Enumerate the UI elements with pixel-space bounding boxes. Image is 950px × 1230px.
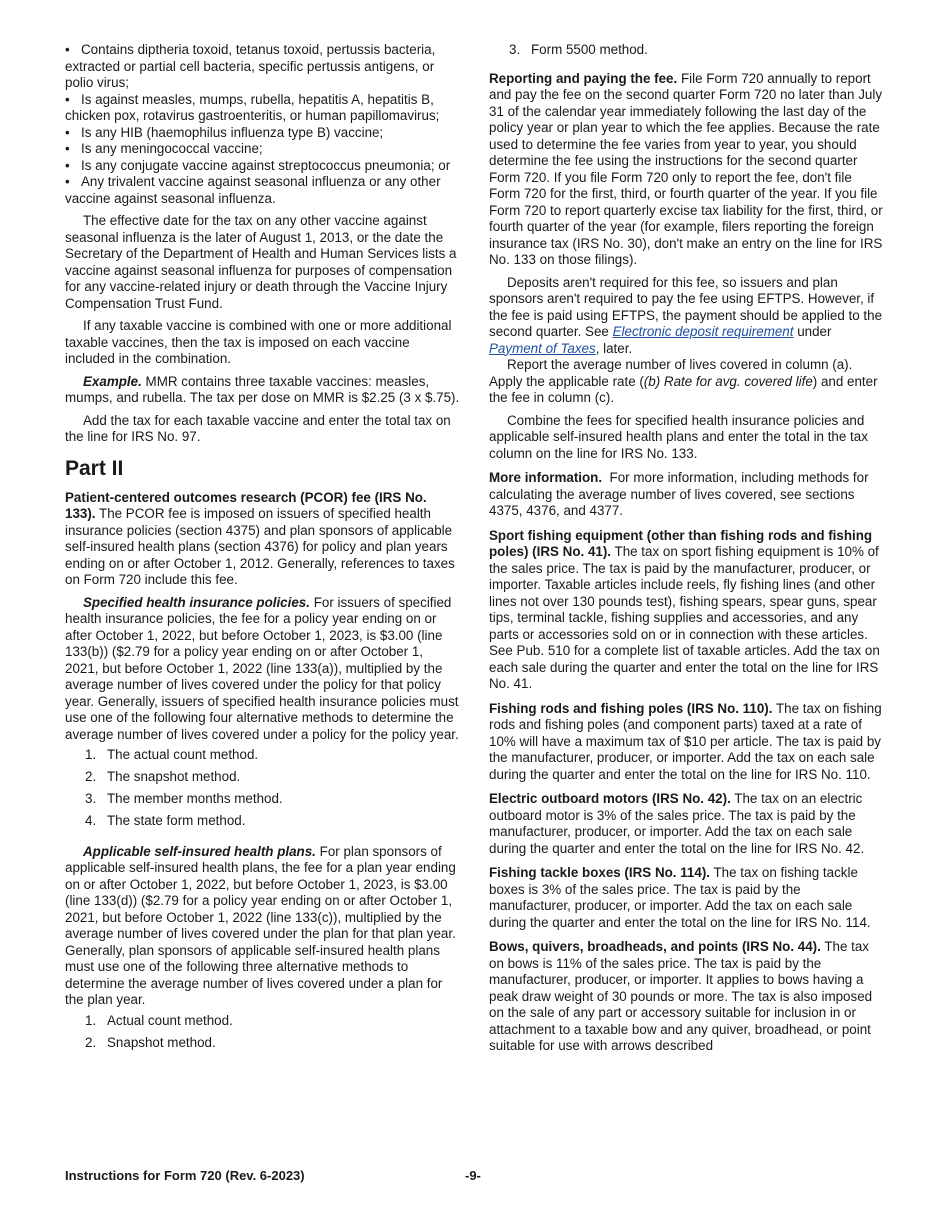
tackle-boxes-paragraph: Fishing tackle boxes (IRS No. 114). The tax on fishing tackle boxes is 3% of the sales price. The tax is paid by the manufacturer, producer, or importer. Add the tax on each sale during the quarter and enter the total on the line for IRS No. 114. xyxy=(489,865,871,930)
reporting-text: File Form 720 annually to report and pay the fee on the second quarter Form 720 no later than July 31 of the calendar year immediately following the last day of the policy year or plan year to which the fee applies. Because the rate used to determine the fee varies from year to year, you should determine the fee using the instructions for the second quarter Form 720. If you file Form 720 only to report the fee, don't file Form 720 for the first, third, or fourth quarter of the year. If you file Form 720 to report quarterly excise tax liability for the first, third, or fourth quarter of the year (for example, filers reporting the foreign insurance tax (IRS No. 30), don't make an entry on the line for IRS No. 133 on those filings). xyxy=(489,70,883,267)
sport-fishing-paragraph: Sport fishing equipment (other than fishing rods and fishing poles) (IRS No. 41). The tax on sport fishing equipment is 10% of the sales price. The tax is paid by the manufacturer, producer, or importer. Taxable articles include reels, fly fishing lines (and other lines not over 130 pounds test), fishing spears, spear guns, spear tips, terminal tackle, fishing supplies and accessories, and any parts or accessories sold on or in connection with these articles. See Pub. 510 for a complete list of taxable articles. Add the tax on each sale during the quarter and enter the total on the line for IRS No. 41. xyxy=(489,527,880,691)
combined-vaccine-paragraph: If any taxable vaccine is combined with one or more additional taxable vaccines, then the tax is imposed on each vaccine included in the combination. xyxy=(65,318,452,366)
bullet-icon: • xyxy=(65,174,70,189)
list-item: 3. The member months method. xyxy=(85,791,283,806)
list-item: 2. Snapshot method. xyxy=(85,1034,216,1050)
deposits-paragraph: Deposits aren't required for this fee, so issuers and plan sponsors aren't required to pay the fee using EFTPS. However, if the fee is paid using EFTPS, the payment should be applied to the second quarter. See Electronic deposit requirement under Payment of Taxes, later. xyxy=(489,274,883,356)
sport-fishing-heading: Sport fishing equipment (other than fishing rods and fishing poles) (IRS No. 41). xyxy=(489,527,873,559)
list-item: 4. The state form method. xyxy=(85,813,246,828)
right-column xyxy=(489,42,885,1055)
part-heading: Part II xyxy=(65,456,124,480)
bullet-icon: • xyxy=(65,91,70,107)
bullet-item: • Any trivalent vaccine against seasonal influenza or any other vaccine against seasonal influenza. xyxy=(65,174,441,206)
specified-policies-paragraph xyxy=(65,595,460,744)
pcor-paragraph xyxy=(65,490,460,589)
page-number: -9- xyxy=(465,1168,481,1183)
specified-policies-text: For issuers of specified health insurance policies, the fee for a policy year ending on or after October 1, 2022, but before October 1, 2023, is $3.00 (line 133(b)) ($2.79 for a policy year ending on or after October 1, 2021, but before October 1, 2022 (line 133(a)), multiplied by the average number of lives covered under the policy for that policy year. Generally, issuers of specified health insurance policies must use one of the following four alternative methods to determine the average number of lives covered under a policy for the policy year. xyxy=(65,594,459,742)
bullet-icon: • xyxy=(65,42,70,57)
fishing-rods-paragraph: Fishing rods and fishing poles (IRS No. 110). The tax on fishing rods and fishing poles (and component parts) taxed at a rate of 10% will have a maximum tax of $10 per article. The tax is paid by the manufacturer, producer, or importer. Add the tax on each sale during the quarter and enter the total on the line for IRS No. 110. xyxy=(489,700,882,782)
self-insured-plans-paragraph xyxy=(65,844,460,1009)
self-insured-plans-label: Applicable self-insured health plans. xyxy=(83,843,316,859)
reporting-paragraph xyxy=(489,71,885,269)
specified-policies-methods xyxy=(65,747,460,830)
list-item: 1. Actual count method. xyxy=(85,1012,233,1028)
bullet-icon: • xyxy=(65,124,70,140)
combine-paragraph: Combine the fees for specified health insurance policies and applicable self-insured health plans and enter the total in the tax column on the line for IRS No. 133. xyxy=(489,412,868,461)
electronic-deposit-link[interactable]: Electronic deposit requirement xyxy=(612,324,794,339)
pcor-text: The PCOR fee is imposed on issuers of specified health insurance policies (section 4375) and plan sponsors of applicable self-insured health plans (section 4376) for policy and plan years ending on or after October 1, 2012. Generally, references to taxes on Form 720 include this fee. xyxy=(65,506,455,587)
example-paragraph xyxy=(65,374,460,407)
example-label: Example. xyxy=(83,373,142,389)
electric-motors-paragraph: Electric outboard motors (IRS No. 42). The tax on an electric outboard motor is 3% of the sales price. The tax is paid by the manufacturer, producer, or importer. Add the tax on each sale during the quarter and enter the total on the line for IRS No. 42. xyxy=(489,791,865,856)
specified-policies-label: Specified health insurance policies. xyxy=(83,594,310,610)
tackle-boxes-heading: Fishing tackle boxes (IRS No. 114). xyxy=(489,865,711,880)
form-title: Instructions for Form 720 (Rev. 6-2023) xyxy=(65,1168,305,1183)
list-item: 1. The actual count method. xyxy=(85,747,259,762)
electric-motors-heading: Electric outboard motors (IRS No. 42). xyxy=(489,791,731,806)
bullet-item: • Contains diptheria toxoid, tetanus toxoid, pertussis bacteria, extracted or partial cell bacteria, specific pertussis antigens, or polio virus; xyxy=(65,42,436,90)
bullet-icon: • xyxy=(65,157,70,173)
more-info-paragraph: More information. For more information, including methods for calculating the average number of lives covered, see sections 4375, 4376, and 4377. xyxy=(489,470,869,518)
add-tax-paragraph: Add the tax for each taxable vaccine and enter the total tax on the line for IRS No. 97. xyxy=(65,412,451,444)
left-column xyxy=(65,42,460,1057)
self-insured-plans-text: For plan sponsors of applicable self-insured health plans, the fee for a plan year ending on or after October 1, 2022, but before October 1, 2023, is $3.00 (line 133(d)) ($2.79 for a policy year ending on or after October 1, 2021, but before October 1, 2022 (line 133(c)), multiplied by the average number of lives covered under the plan for that plan year. Generally, plan sponsors of applicable self-insured health plans must use one of the following three alternative methods to determine the average number of lives covered under a plan for the plan year. xyxy=(65,843,456,1007)
bullet-item: • Is any conjugate vaccine against streptococcus pneumonia; or xyxy=(65,157,451,173)
self-insured-methods-continued xyxy=(489,42,885,59)
effective-date-paragraph: The effective date for the tax on any other vaccine against seasonal influenza is the later of August 1, 2013, or the date the Secretary of the Department of Health and Human Services lists a vaccine against seasonal influenza for purposes of compensation for any vaccine-related injury or death through the Vaccine Injury Compensation Trust Fund. xyxy=(65,213,457,311)
bullet-item: • Is against measles, mumps, rubella, hepatitis A, hepatitis B, chicken pox, rotavirus gastroenteritis, or human papillomavirus; xyxy=(65,91,440,123)
payment-of-taxes-link[interactable]: Payment of Taxes xyxy=(489,340,596,356)
bows-paragraph: Bows, quivers, broadheads, and points (IRS No. 44). The tax on bows is 11% of the sales price. The tax is paid by the manufacturer, producer, or importer. It applies to bows having a peak draw weight of 30 pounds or more. The tax is also imposed on the sale of any part or accessory suitable for inclusion in or attachment to a taxable bow and any quiver, broadhead, or point suitable for use with arrows described xyxy=(489,939,873,1053)
example-text: MMR contains three taxable vaccines: measles, mumps, and rubella. The tax per dose on MMR is $2.25 (3 x $.75). xyxy=(65,373,460,405)
reporting-heading: Reporting and paying the fee. xyxy=(489,70,678,86)
bows-heading: Bows, quivers, broadheads, and points (IRS No. 44). xyxy=(489,939,821,954)
pcor-heading: Patient-centered outcomes research (PCOR) fee (IRS No. 133). xyxy=(65,489,427,521)
more-info-heading: More information. xyxy=(489,470,603,485)
bullet-item: • Is any meningococcal vaccine; xyxy=(65,141,263,156)
list-item: 2. The snapshot method. xyxy=(85,769,241,784)
bullet-item: • Is any HIB (haemophilus influenza type B) vaccine; xyxy=(65,124,384,140)
self-insured-methods xyxy=(65,1013,460,1052)
bullet-icon: • xyxy=(65,141,70,156)
fishing-rods-heading: Fishing rods and fishing poles (IRS No. 110). xyxy=(489,700,773,716)
report-paragraph: Report the average number of lives covered in column (a). Apply the applicable rate ((b) Rate for avg. covered life) and enter the fee in column (c). xyxy=(489,357,878,405)
list-item: 3. Form 5500 method. xyxy=(509,42,648,57)
